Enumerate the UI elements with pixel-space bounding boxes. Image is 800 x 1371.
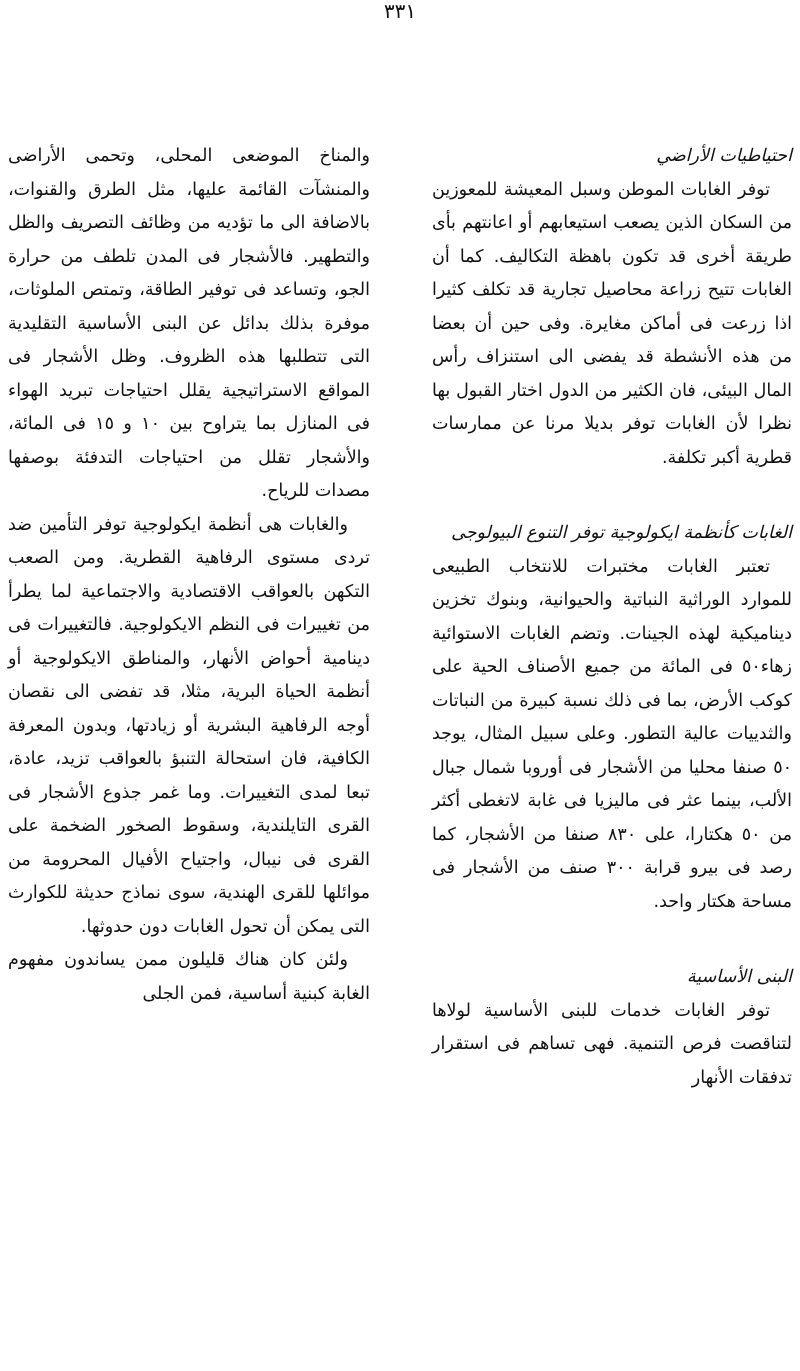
left-column [8,140,370,1011]
paragraph-infrastructure: توفر الغابات خدمات للبنى الأساسية لولاها لتناقصت فرص التنمية. فهى تساهم فى استقرار تدفقات الأنهار [432,1000,792,1088]
paragraph-infrastructure-continued: والمناخ الموضعى المحلى، وتحمى الأراضى والمنشآت القائمة عليها، مثل الطرق والقنوات، بالاضافة الى ما تؤديه من وظائف التصريف والظل والتطهير. فالأشجار فى المدن تلطف من حرارة الجو، وتساعد فى توفير الطاقة، وتمتص الملوثات، موفرة بذلك بدائل عن البنى الأساسية التقليدية التى تتطلبها هذه الظروف. وظل الأشجار فى المواقع الاستراتيجية يقلل احتياجات تبريد الهواء فى المنازل بما يتراوح بين ١٠ و ١٥ فى المائة، والأشجار تقلل من احتياجات التدفئة بوصفها مصدات للرياح. [8,146,370,501]
paragraph-forest-as-infrastructure: ولئن كان هناك قليلون ممن يساندون مفهوم الغابة كبنية أساسية، فمن الجلى [8,950,370,1004]
right-column [432,140,792,1095]
paragraph-land-reserves: توفر الغابات الموطن وسبل المعيشة للمعوزين من السكان الذين يصعب استيعابهم أو اعانتهم بأى طريقة أخرى قد تكون باهظة التكاليف. كما أن الغابات تتيح زراعة محاصيل تجارية قد تكلف كثيرا اذا زرعت فى أماكن مغايرة. وفى حين أن بعضا من هذه الأنشطة قد يفضى الى استنزاف رأس المال البيئى، فان الكثير من الدول اختار القبول بها نظرا لأن الغابات توفر بديلا مرنا عن ممارسات قطرية أكبر تكلفة. [432,179,792,468]
section-heading-infrastructure: البنى الأساسية [686,967,792,987]
section-gap [432,919,792,961]
section-heading-land-reserves: احتياطيات الأراضي [656,146,792,166]
paragraph-biodiversity: تعتبر الغابات مختبرات للانتخاب الطبيعى للموارد الوراثية النباتية والحيوانية، وبنوك تخزين ديناميكية لهذه الجينات. وتضم الغابات الاستوائية زهاء٥٠ فى المائة من جميع الأصناف الحية على كوكب الأرض، بما فى ذلك نسبة كبيرة من النباتات والثدييات عالية التطور. وعلى سبيل المثال، يوجد ٥٠ صنفا محليا من الأشجار فى أوروبا شمال جبال الألب، بينما عثر فى ماليزيا فى غابة لاتغطى أكثر من ٥٠ هكتارا، على ٨٣٠ صنفا من الأشجار، كما رصد فى بيرو قرابة ٣٠٠ صنف من الأشجار فى مساحة هكتار واحد. [432,556,792,912]
paragraph-ecosystem-insurance: والغابات هى أنظمة ايكولوجية توفر التأمين ضد تردى مستوى الرفاهية القطرية. ومن الصعب التكهن بالعواقب الاقتصادية والاجتماعية لما يطرأ من تغييرات فى النظم الايكولوجية. فالتغييرات فى دينامية أحواض الأنهار، والمناطق الايكولوجية أو أنظمة الحياة البرية، مثلا، قد تفضى الى نقصان أوجه الرفاهية البشرية أو زيادتها، وبدون المعرفة الكافية، فان استحالة التنبؤ بالعواقب تزيد، عادة، تبعا لمدى التغييرات. وما غمر جذوع الأشجار فى القرى التايلندية، وسقوط الصخور الضخمة على القرى فى نيبال، واجتياح الأفيال المحرومة من موائلها للقرى الهندية، سوى نماذج حديثة للكوارث التى يمكن أن تحول الغابات دون حدوثها. [8,514,370,937]
section-heading-biodiversity: الغابات كأنظمة ايكولوجية توفر التنوع البيولوجى [451,523,792,543]
page-number: ٣٣١ [383,0,417,23]
section-gap [432,475,792,517]
